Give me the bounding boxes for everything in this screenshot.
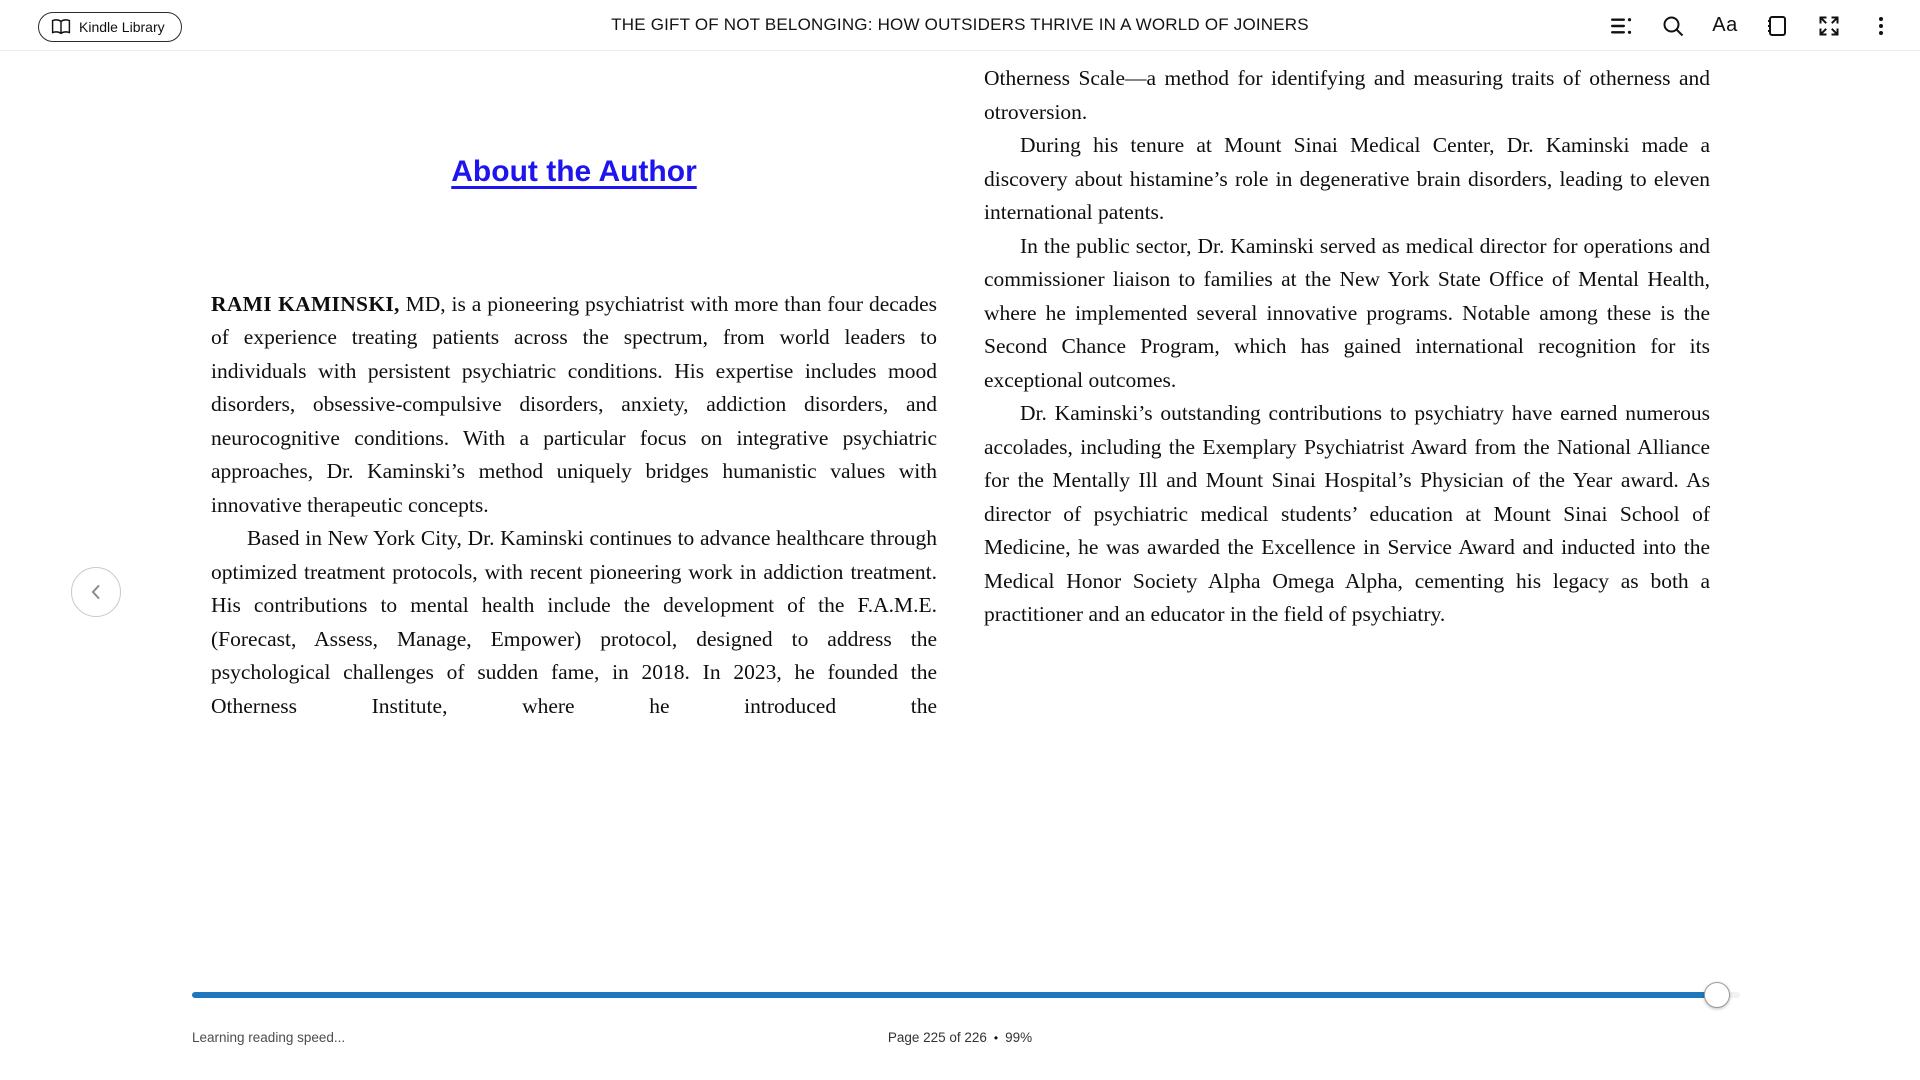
progress-knob[interactable] [1704,982,1730,1008]
paragraph: Based in New York City, Dr. Kaminski continues to advance healthcare through optimized treatment protocols, with recent pioneering work in addiction treatment. His contributions to mental health include the development of the F.A.M.E. (Forecast, Assess, Manage, Empower) protocol, designed to address the psychological challenges of sudden fame, in 2018. In 2023, he founded the Otherness Institute, where he introduced the [211,526,937,718]
chevron-left-icon [86,582,106,602]
paragraph: RAMI KAMINSKI, MD, is a pioneering psychiatrist with more than four decades of experience treating patients across the spectrum, from world leaders to individuals with persistent psychiatric conditions. His expertise includes mood disorders, obsessive-compulsive disorders, anxiety, addiction disorders, and neurocognitive conditions. With a particular focus on integrative psychiatric approaches, Dr. Kaminski’s method uniquely bridges humanistic values with innovative therapeutic concepts. [211,291,937,517]
top-chrome-bar [0,0,1920,51]
fullscreen-icon[interactable] [1816,13,1842,39]
footer-bar [0,980,1920,1080]
paragraph: Otherness Scale—a method for identifying and measuring traits of otherness and otroversion. [984,66,1710,124]
paragraph: In the public sector, Dr. Kaminski served as medical director for operations and commissioner liaison to families at the New York State Office of Mental Health, where he implemented several innovative programs. Notable among these is the Second Chance Program, which has gained international recognition for its exceptional outcomes. [984,233,1710,392]
page-column-right [984,62,1710,632]
reading-progress-bar[interactable] [192,992,1740,998]
reading-speed-status: Learning reading speed... [192,1030,346,1045]
author-name-lead: RAMI KAMINSKI, [211,291,400,316]
paragraph: Dr. Kaminski’s outstanding contributions to psychiatry have earned numerous accolades, including the Exemplary Psychiatrist Award from the National Alliance for the Mentally Ill and Mount Sinai Hospital’s Physician of the Year award. As director of psychiatric medical students’ education at Mount Sinai School of Medicine, he was awarded the Excellence in Service Award and inducted into the Medical Honor Society Alpha Omega Alpha, cementing his legacy as both a practitioner and an educator in the field of psychiatry. [984,401,1710,626]
reading-pane [0,52,1920,980]
bullet-separator: • [993,1031,999,1045]
progress-fill [192,992,1717,998]
previous-page-button[interactable] [71,567,121,617]
kindle-library-label: Kindle Library [79,19,165,35]
percent-label: 99% [1005,1030,1033,1045]
chapter-heading-link[interactable]: About the Author [451,155,697,188]
notebook-icon[interactable] [1764,13,1790,39]
paragraph: During his tenure at Mount Sinai Medical Center, Dr. Kaminski made a discovery about histamine’s role in degenerative brain disorders, leading to eleven international patents. [984,133,1710,224]
book-title: THE GIFT OF NOT BELONGING: HOW OUTSIDERS THRIVE IN A WORLD OF JOINERS [611,15,1309,34]
font-settings-label: Aa [1712,14,1738,36]
overflow-menu-icon[interactable] [1868,13,1894,39]
page-number-label: Page 225 of 226 [887,1030,987,1045]
page-column-left [211,155,937,723]
page-position-info [0,1030,1920,1045]
search-icon[interactable] [1660,13,1686,39]
header-toolbar [1608,0,1894,51]
table-of-contents-icon[interactable] [1608,13,1634,39]
font-settings-icon[interactable] [1712,13,1738,39]
